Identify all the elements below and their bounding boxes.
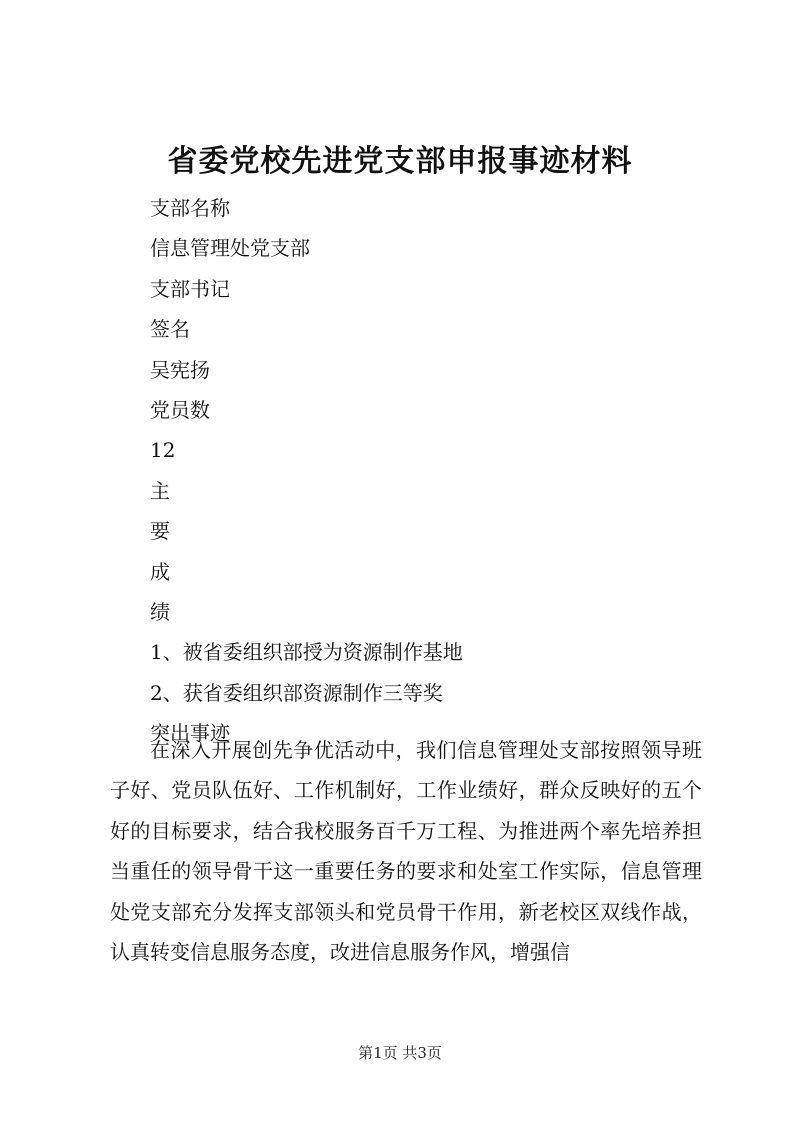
field-value-secretary-name: 吴宪扬	[150, 357, 210, 382]
form-fields	[150, 188, 710, 753]
achievement-item-2: 2、获省委组织部资源制作三等奖	[150, 680, 443, 705]
page-footer: 第1页 共3页	[358, 1044, 442, 1062]
field-label-achievements-char-4: 绩	[150, 599, 170, 624]
field-label-branch-secretary: 支部书记	[150, 276, 230, 301]
achievement-item-1: 1、被省委组织部授为资源制作基地	[150, 640, 463, 665]
field-label-outstanding-deeds: 突出事迹	[150, 721, 230, 746]
field-label-member-count: 党员数	[150, 397, 210, 422]
field-label-branch-name: 支部名称	[150, 196, 230, 220]
field-value-member-count: 12	[150, 438, 176, 463]
document-title: 省委党校先进党支部申报事迹材料	[167, 144, 633, 179]
deeds-paragraph: 在深入开展创先争优活动中，我们信息管理处支部按照领导班子好、党员队伍好、工作机制好，工作业绩好，群众反映好的五个好的目标要求，结合我校服务百千万工程、为推进两个率先培养担当重任的领导骨干这一重要任务的要求和处室工作实际，信息管理处党支部充分发挥支部领头和党员骨干作用，新老校区双线作战，认真转变信息服务态度，改进信息服务作风，增强信	[110, 738, 702, 965]
field-label-achievements-char-1: 主	[150, 478, 170, 503]
field-label-signature: 签名	[150, 317, 190, 342]
field-value-branch-name: 信息管理处党支部	[150, 236, 310, 261]
field-label-achievements-char-2: 要	[150, 519, 170, 544]
field-label-achievements-char-3: 成	[150, 559, 170, 584]
